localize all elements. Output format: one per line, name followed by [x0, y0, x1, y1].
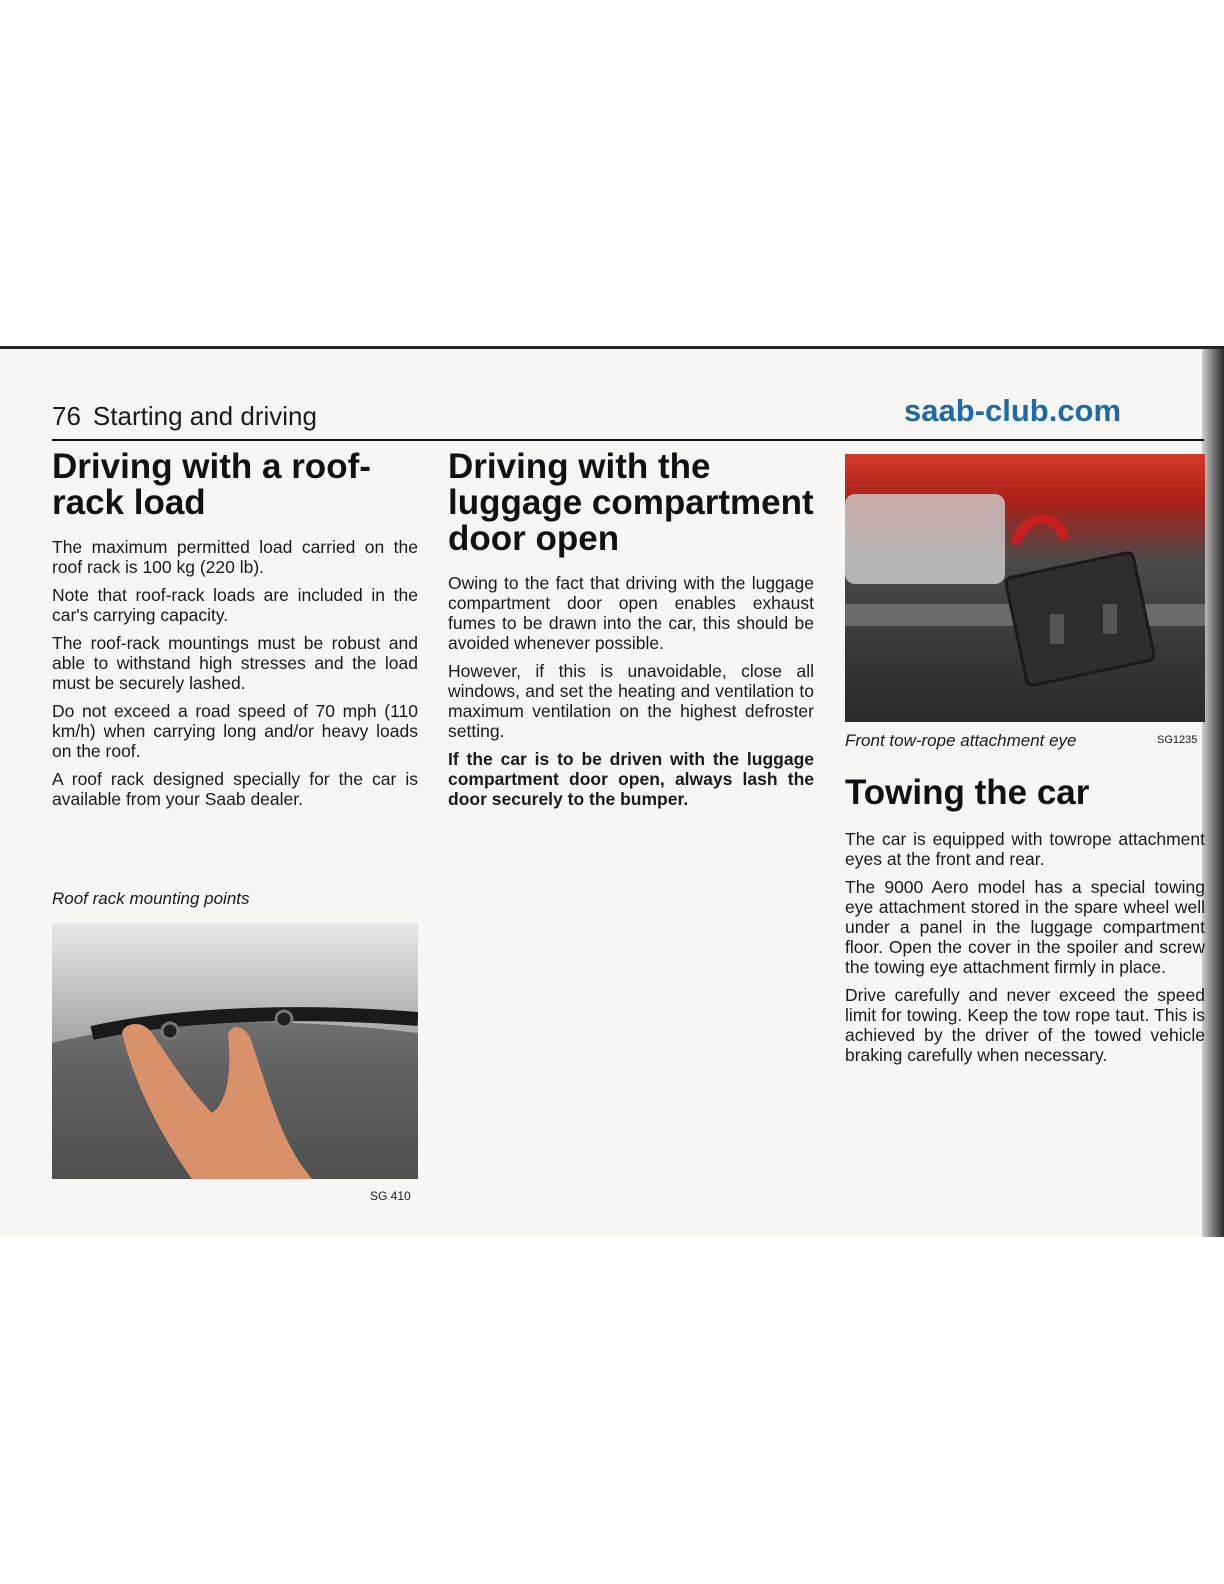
roof-rack-photo	[52, 923, 418, 1179]
towing-paragraph: The 9000 Aero model has a special towing eye attachment stored in the spare wheel well under a panel in the luggage compartment floor. Open the cover in the spoiler and screw the towing eye attachment firmly in place.	[845, 877, 1205, 977]
tow-eye-photo	[845, 454, 1205, 722]
running-head	[52, 401, 317, 432]
site-watermark: saab-club.com	[904, 393, 1122, 428]
roof-rack-paragraph: The roof-rack mountings must be robust and able to withstand high stresses and the load must be securely lashed.	[52, 633, 418, 693]
towing-body	[845, 829, 1205, 1073]
towing-paragraph: The car is equipped with towrope attachment eyes at the front and rear.	[845, 829, 1205, 869]
roof-rack-caption: Roof rack mounting points	[52, 889, 250, 908]
roof-rack-paragraph: The maximum permitted load carried on the roof rack is 100 kg (220 lb).	[52, 537, 418, 577]
book-spine-shadow	[1202, 349, 1224, 1237]
tow-eye-illustration	[845, 454, 1205, 722]
manual-page-spread	[0, 346, 1224, 1237]
tow-eye-figure-code: SG1235	[1157, 734, 1198, 746]
column-roof-rack	[52, 447, 418, 1203]
header-rule	[52, 439, 1204, 441]
luggage-door-paragraph: However, if this is unavoidable, close all windows, and set the heating and ventilation to maximum ventilation on the highest defroster setting.	[448, 661, 814, 741]
towing-heading: Towing the car	[845, 773, 1090, 812]
roof-rack-paragraph: A roof rack designed specially for the car is available from your Saab dealer.	[52, 769, 418, 809]
roof-rack-figure-code: SG 410	[370, 1189, 411, 1203]
page-number: 76	[52, 401, 81, 431]
towing-paragraph: Drive carefully and never exceed the speed limit for towing. Keep the tow rope taut. This is achieved by the driver of the towed vehicle braking carefully when necessary.	[845, 985, 1205, 1065]
roof-rack-heading: Driving with a roof-rack load	[52, 447, 371, 522]
roof-rack-paragraph: Do not exceed a road speed of 70 mph (110 km/h) when carrying long and/or heavy loads on the roof.	[52, 701, 418, 761]
luggage-door-paragraph: Owing to the fact that driving with the luggage compartment door open enables exhaust fumes to be drawn into the car, this should be avoided whenever possible.	[448, 573, 814, 653]
luggage-door-heading: Driving with the luggage compartment door open	[448, 447, 814, 558]
section-title: Starting and driving	[92, 401, 317, 431]
column-luggage-door	[448, 449, 814, 817]
luggage-door-warning: If the car is to be driven with the luggage compartment door open, always lash the door securely to the bumper.	[448, 749, 814, 809]
tow-eye-caption: Front tow-rope attachment eye	[845, 731, 1077, 750]
page-header	[52, 393, 1202, 439]
roof-rack-illustration	[52, 923, 418, 1179]
roof-rack-paragraph: Note that roof-rack loads are included in the car's carrying capacity.	[52, 585, 418, 625]
